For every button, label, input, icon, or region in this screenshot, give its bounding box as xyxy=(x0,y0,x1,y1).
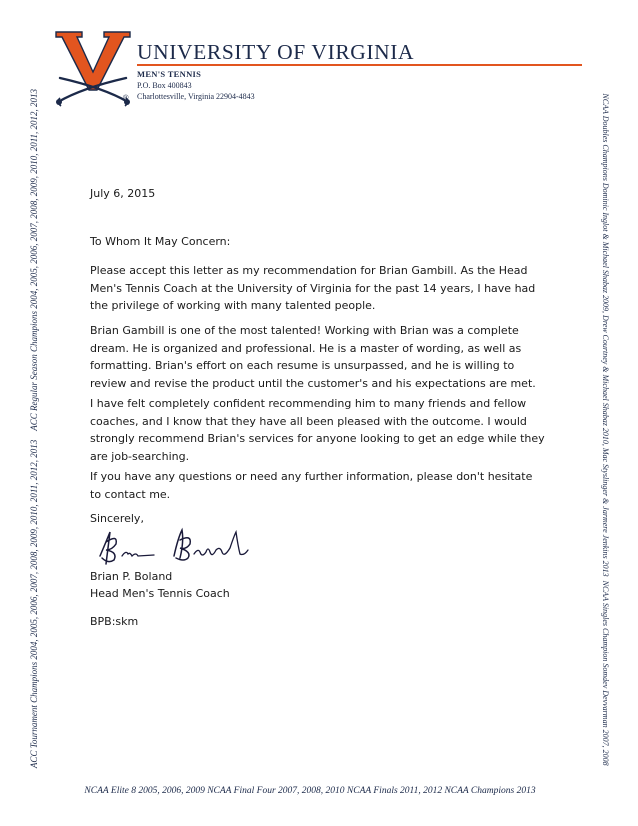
typist-initials: BPB:skm xyxy=(90,615,139,628)
bottom-banner: NCAA Elite 8 2005, 2006, 2009 NCAA Final Four 2007, 2008, 2010 NCAA Finals 2011, 2012 NCAA Champions 2013 xyxy=(84,786,536,796)
letter-paragraph-2: Brian Gambill is one of the most talented! Working with Brian was a complete dream. He is organized and professional. He is a master of wording, as well as formatting. Brian's effort on each resume is unsurpassed, and he is willing to review and revise the product until the customer's and his expectations are met. xyxy=(90,324,536,390)
acc-tournament-champions: ACC Tournament Champions 2004, 2005, 2006, 2007, 2008, 2009, 2010, 2011, 2012, 2013 xyxy=(29,439,39,769)
right-side-banner xyxy=(599,72,611,787)
letterhead-address xyxy=(137,69,255,102)
letter-closing: Sincerely, xyxy=(90,512,144,525)
acc-regular-season-champions: ACC Regular Season Champions 2004, 2005, 2006, 2007, 2008, 2009, 2010, 2011, 2012, 2013 xyxy=(29,88,39,431)
signatory-title: Head Men's Tennis Coach xyxy=(90,587,230,600)
logo-v-shape xyxy=(56,32,130,90)
ncaa-singles-champion: NCAA Singles Champion Somdev Devvarman 2007, 2008 xyxy=(601,580,610,766)
city-state-zip: Charlottesville, Virginia 22904-4843 xyxy=(137,92,255,101)
signatory-name: Brian P. Boland xyxy=(90,570,173,583)
po-box: P.O. Box 400843 xyxy=(137,81,192,90)
letter-salutation: To Whom It May Concern: xyxy=(90,235,231,248)
letter-paragraph-4: If you have any questions or need any further information, please don't hesitate to contact me. xyxy=(90,470,533,501)
left-side-banner xyxy=(28,71,40,786)
uva-logo xyxy=(52,28,134,108)
department-name: MEN'S TENNIS xyxy=(137,69,202,79)
header-rule xyxy=(137,64,582,66)
ncaa-doubles-champions: NCAA Doubles Champions Dominic Inglot & Michael Shabaz 2009, Drew Courtney & Michael Shabaz 2010, Mac Styslinger & Jarmere Jenkins 2013 xyxy=(601,93,610,577)
letter-paragraph-3: I have felt completely confident recommending him to many friends and fellow coaches, and I know that they have all been pleased with the outcome. I would strongly recommend Brian's services for anyone looking to get an edge while they are job-searching. xyxy=(90,397,545,463)
handwritten-signature xyxy=(92,522,252,572)
letter-date: July 6, 2015 xyxy=(90,187,156,200)
letter-paragraph-1: Please accept this letter as my recommendation for Brian Gambill. As the Head Men's Tennis Coach at the University of Virginia for the past 14 years, I have had the privilege of working with many talented people. xyxy=(90,264,536,312)
registered-mark: ® xyxy=(123,93,129,102)
university-name: UNIVERSITY OF VIRGINIA xyxy=(137,40,415,64)
